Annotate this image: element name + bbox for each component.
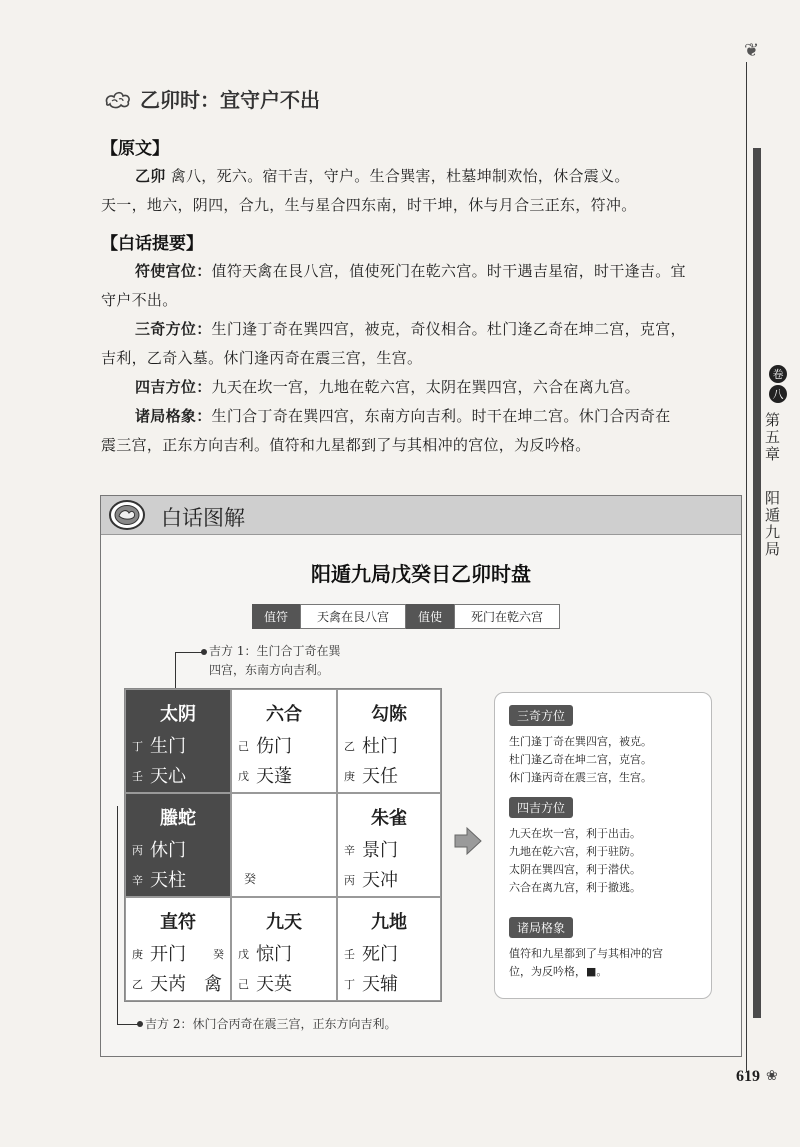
juan-char-1: 卷: [769, 365, 787, 383]
stem: 丙: [132, 844, 143, 857]
sanqi-text: 生门逢丁奇在巽四宫，被克，奇仪相合。杜门逢乙奇在坤二宫，克宫，: [211, 320, 686, 338]
star: 天柱: [150, 870, 186, 891]
fushi-label: 符使宫位：: [135, 262, 212, 280]
juan-char-2: 八: [769, 385, 787, 403]
leader-line-bottom-v: [117, 806, 118, 1024]
palace-gen-8: [125, 897, 231, 1001]
stem: 庚: [132, 948, 143, 961]
god-label: 九天: [266, 912, 302, 933]
paragraph-zhuju: [101, 402, 741, 431]
sanqi-text-2: 吉利，乙奇入墓。休门逢丙奇在震三宫，生宫。: [101, 349, 423, 367]
yuanwen-lead: 乙卯: [135, 167, 166, 185]
qimen-board: [124, 688, 442, 1002]
badge-zhifu-value: 天禽在艮八宫: [300, 604, 406, 629]
door: 死门: [362, 944, 398, 965]
star-right: 禽: [204, 974, 222, 995]
note-jifang-1: [209, 642, 340, 680]
god-label: 直符: [160, 912, 196, 933]
cloud-ornament-icon: [104, 88, 132, 110]
illustration-title: 白话图解: [161, 506, 245, 530]
baihua-heading: 【白话提要】: [101, 234, 203, 254]
god-label: 六合: [266, 704, 302, 725]
right-arrow-icon: [453, 826, 483, 856]
fushi-text: 值符天禽在艮八宫，值使死门在乾六宫。时干遇吉星宿，时干逢吉。宜: [211, 262, 686, 280]
paragraph-fushi: [101, 257, 741, 286]
god-label: 朱雀: [371, 808, 407, 829]
center-stem: 癸: [244, 872, 257, 886]
stem: 戊: [238, 770, 249, 783]
panel-tag-zhuju: 诸局格象: [509, 917, 573, 938]
leader-dot-top: [201, 649, 207, 655]
star: 天任: [362, 766, 398, 787]
panel-line: 休门逢丙奇在震三宫，生宫。: [509, 771, 652, 784]
stem-right: 癸: [213, 948, 224, 961]
yuanwen-text: [101, 162, 741, 191]
siji-text: 九天在坎一宫，九地在乾六宫，太阴在巽四宫，六合在离九宫。: [211, 378, 640, 396]
section-title: [104, 84, 320, 113]
panel-line: 生门逢丁奇在巽四宫，被克。: [509, 735, 652, 748]
yuanwen-line1: 禽八，死六。宿干吉，守户。生合巽害，杜墓坤制欢怡，休合震义。: [170, 167, 630, 185]
top-ornament-icon: ❦: [744, 40, 760, 61]
panel-siji-lines: [509, 825, 705, 897]
god-label: 勾陈: [371, 704, 407, 725]
door: 杜门: [362, 736, 398, 757]
star: 天心: [150, 766, 186, 787]
palace-li-9: [231, 689, 337, 793]
palace-zhen-3: [125, 793, 231, 897]
star: 天芮: [150, 974, 186, 995]
paragraph-siji: [101, 373, 741, 402]
panel-line: 太阴在巽四宫，利于潜伏。: [509, 863, 641, 876]
panel-line: 值符和九星都到了与其相冲的宫: [509, 947, 663, 960]
panel-zhuju-lines: [509, 945, 705, 981]
note-jifang-1-line1: 吉方 1：生门合丁奇在巽: [209, 644, 341, 658]
panel-line: 位，为反吟格，■。: [509, 965, 608, 978]
god-label: 螣蛇: [160, 808, 196, 829]
panel-line: 杜门逢乙奇在坤二宫，克宫。: [509, 753, 652, 766]
board-title: 阳遁九局戊癸日乙卯时盘: [311, 562, 531, 586]
summary-panel: [494, 692, 712, 999]
palace-qian-6: [337, 897, 441, 1001]
juan-marker: [760, 365, 796, 405]
page-ornament-icon: ❀: [766, 1068, 778, 1084]
section-label: 阳遁九局: [763, 490, 781, 558]
illustration-header: [101, 496, 741, 535]
badge-zhishi-key: 值使: [406, 604, 454, 629]
stem: 戊: [238, 948, 249, 961]
fushi-badges: [252, 604, 560, 629]
panel-line: 九天在坎一宫，利于出击。: [509, 827, 641, 840]
zhuju-text: 生门合丁奇在巽四宫，东南方向吉利。时干在坤二宫。休门合丙奇在: [211, 407, 671, 425]
palace-kun-2: [337, 689, 441, 793]
palace-dui-7: [337, 793, 441, 897]
door: 生门: [150, 736, 186, 757]
palace-kan-1: [231, 897, 337, 1001]
star: 天英: [256, 974, 292, 995]
badge-zhifu-key: 值符: [252, 604, 300, 629]
stem: 丁: [344, 978, 355, 991]
god-label: 九地: [371, 912, 407, 933]
door: 休门: [150, 840, 186, 861]
leader-dot-bottom: [137, 1021, 143, 1027]
star: 天辅: [362, 974, 398, 995]
stem: 丙: [344, 874, 355, 887]
chapter-label: 第五章: [763, 412, 781, 463]
palace-xun-4: [125, 689, 231, 793]
margin-bar: [753, 148, 761, 1018]
god-label: 太阴: [160, 704, 196, 725]
door: 景门: [362, 840, 398, 861]
sanqi-label: 三奇方位：: [135, 320, 212, 338]
panel-sanqi-lines: [509, 733, 705, 787]
note-jifang-2: 吉方 2：休门合丙奇在震三宫，正东方向吉利。: [145, 1017, 397, 1031]
panel-line: 六合在离九宫，利于撤逃。: [509, 881, 641, 894]
fushi-text-2: 守户不出。: [101, 291, 178, 309]
siji-label: 四吉方位：: [135, 378, 212, 396]
zhuju-text-2: 震三宫，正东方向吉利。值符和九星都到了与其相冲的宫位，为反吟格。: [101, 436, 591, 454]
panel-tag-siji: 四吉方位: [509, 797, 573, 818]
illustration-emblem-icon: [107, 499, 147, 531]
stem: 辛: [344, 844, 355, 857]
zhuju-label: 诸局格象：: [135, 407, 212, 425]
stem: 壬: [344, 948, 355, 961]
paragraph-sanqi: [101, 315, 741, 344]
yuanwen-heading: 【原文】: [101, 139, 169, 159]
palace-center-5: [231, 793, 337, 897]
stem: 庚: [344, 770, 355, 783]
stem: 乙: [344, 740, 355, 753]
stem: 辛: [132, 874, 143, 887]
stem: 己: [238, 740, 249, 753]
door: 惊门: [256, 944, 292, 965]
yuanwen-line2: 天一，地六，阴四，合九，生与星合四东南，时干坤，休与月合三正东，符冲。: [101, 196, 637, 214]
door: 开门: [150, 944, 186, 965]
badge-zhishi-value: 死门在乾六宫: [454, 604, 560, 629]
panel-tag-sanqi: 三奇方位: [509, 705, 573, 726]
note-jifang-1-line2: 四宫，东南方向吉利。: [209, 663, 330, 677]
stem: 乙: [132, 978, 143, 991]
stem: 己: [238, 978, 249, 991]
star: 天蓬: [256, 766, 292, 787]
door: 伤门: [256, 736, 292, 757]
star: 天冲: [362, 870, 398, 891]
illustration-box: [100, 495, 742, 1057]
stem: 壬: [132, 770, 143, 783]
panel-line: 九地在乾六宫，利于驻防。: [509, 845, 641, 858]
leader-line-top-v: [175, 652, 176, 689]
page-number: 619: [736, 1068, 760, 1085]
margin-rule: [746, 62, 747, 1072]
section-title-text: 乙卯时：宜守户不出: [140, 88, 320, 112]
stem: 丁: [132, 740, 143, 753]
